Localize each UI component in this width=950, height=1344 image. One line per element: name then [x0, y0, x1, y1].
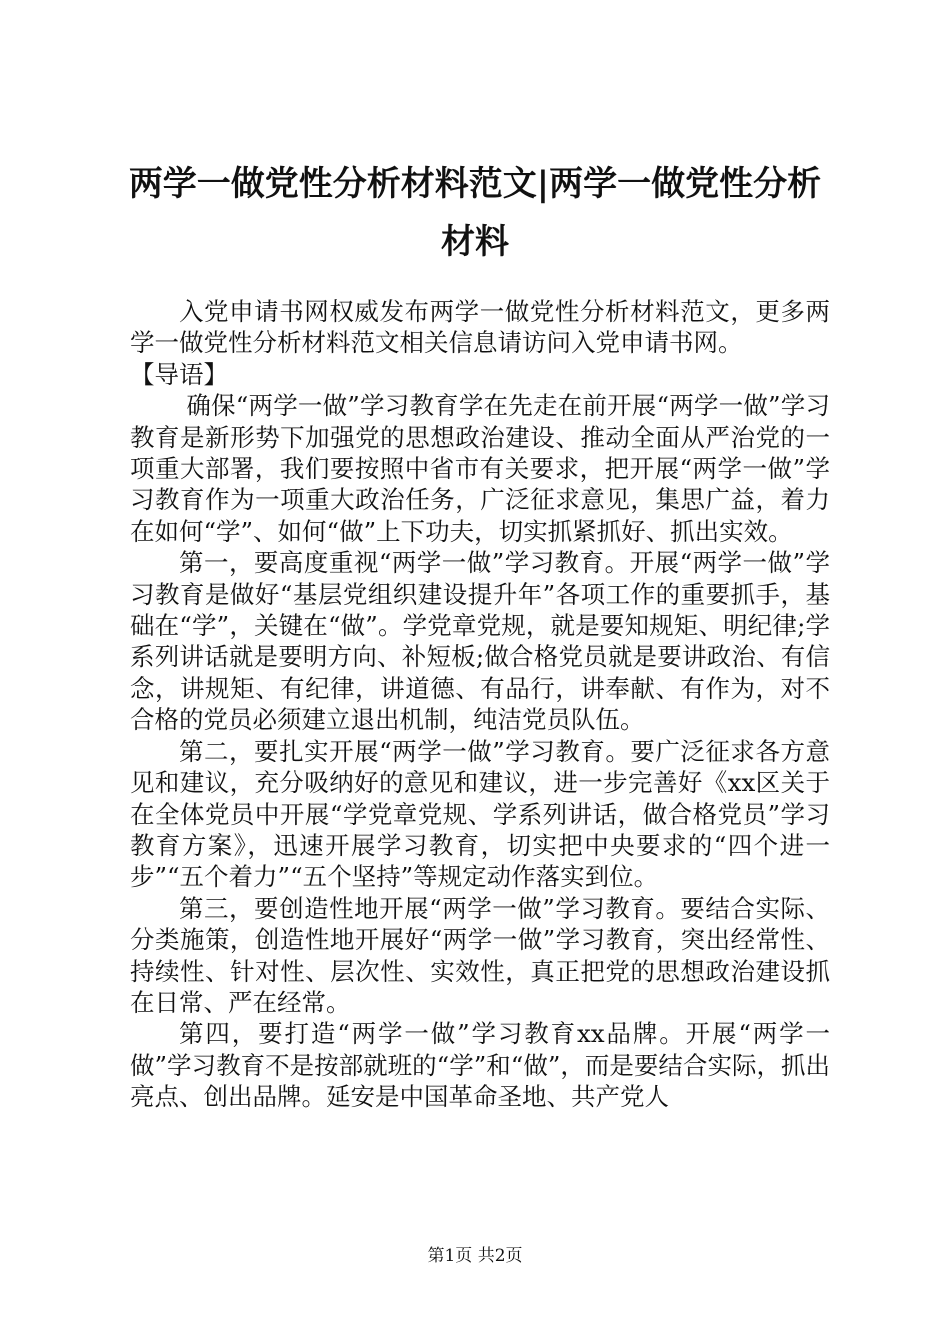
- guide-label: 【导语】: [130, 359, 228, 389]
- body-paragraph-5: 第四，要打造“两学一做”学习教育xx品牌。开展“两学一做”学习教育不是按部就班的“学”和“做”，而是要结合实际，抓出亮点、创出品牌。延安是中国革命圣地、共产党人: [130, 1019, 830, 1112]
- body-paragraph-4: 第三，要创造性地开展“两学一做”学习教育。要结合实际、分类施策，创造性地开展好“两学一做”学习教育，突出经常性、持续性、针对性、层次性、实效性，真正把党的思想政治建设抓在日常、严在经常。: [130, 893, 830, 1017]
- document-body: [130, 296, 830, 1113]
- body-paragraph-2: 第一，要高度重视“两学一做”学习教育。开展“两学一做”学习教育是做好“基层党组织建设提升年”各项工作的重要抓手，基础在“学”，关键在“做”。学党章党规，就是要知规矩、明纪律;学系列讲话就是要明方向、补短板;做合格党员就是要讲政治、有信念，讲规矩、有纪律，讲道德、有品行，讲奉献、有作为，对不合格的党员必须建立退出机制，纯洁党员队伍。: [130, 548, 830, 735]
- document-title: 两学一做党性分析材料范文|两学一做党性分析材料: [128, 164, 822, 262]
- body-paragraph-3: 第二，要扎实开展“两学一做”学习教育。要广泛征求各方意见和建议，充分吸纳好的意见和建议，进一步完善好《xx区关于在全体党员中开展“学党章党规、学系列讲话，做合格党员”学习教育方案》，迅速开展学习教育，切实把中央要求的“四个进一步”“五个着力”“五个坚持”等规定动作落实到位。: [130, 736, 830, 892]
- page-footer: 第1页 共2页: [427, 1246, 523, 1266]
- intro-paragraph: 入党申请书网权威发布两学一做党性分析材料范文，更多两学一做党性分析材料范文相关信息请访问入党申请书网。: [130, 297, 830, 358]
- body-paragraph-1: 确保“两学一做”学习教育学在先走在前开展“两学一做”学习教育是新形势下加强党的思想政治建设、推动全面从严治党的一项重大部署，我们要按照中省市有关要求，把开展“两学一做”学习教育作为一项重大政治任务，广泛征求意见，集思广益，着力在如何“学”、如何“做”上下功夫，切实抓紧抓好、抓出实效。: [130, 391, 830, 546]
